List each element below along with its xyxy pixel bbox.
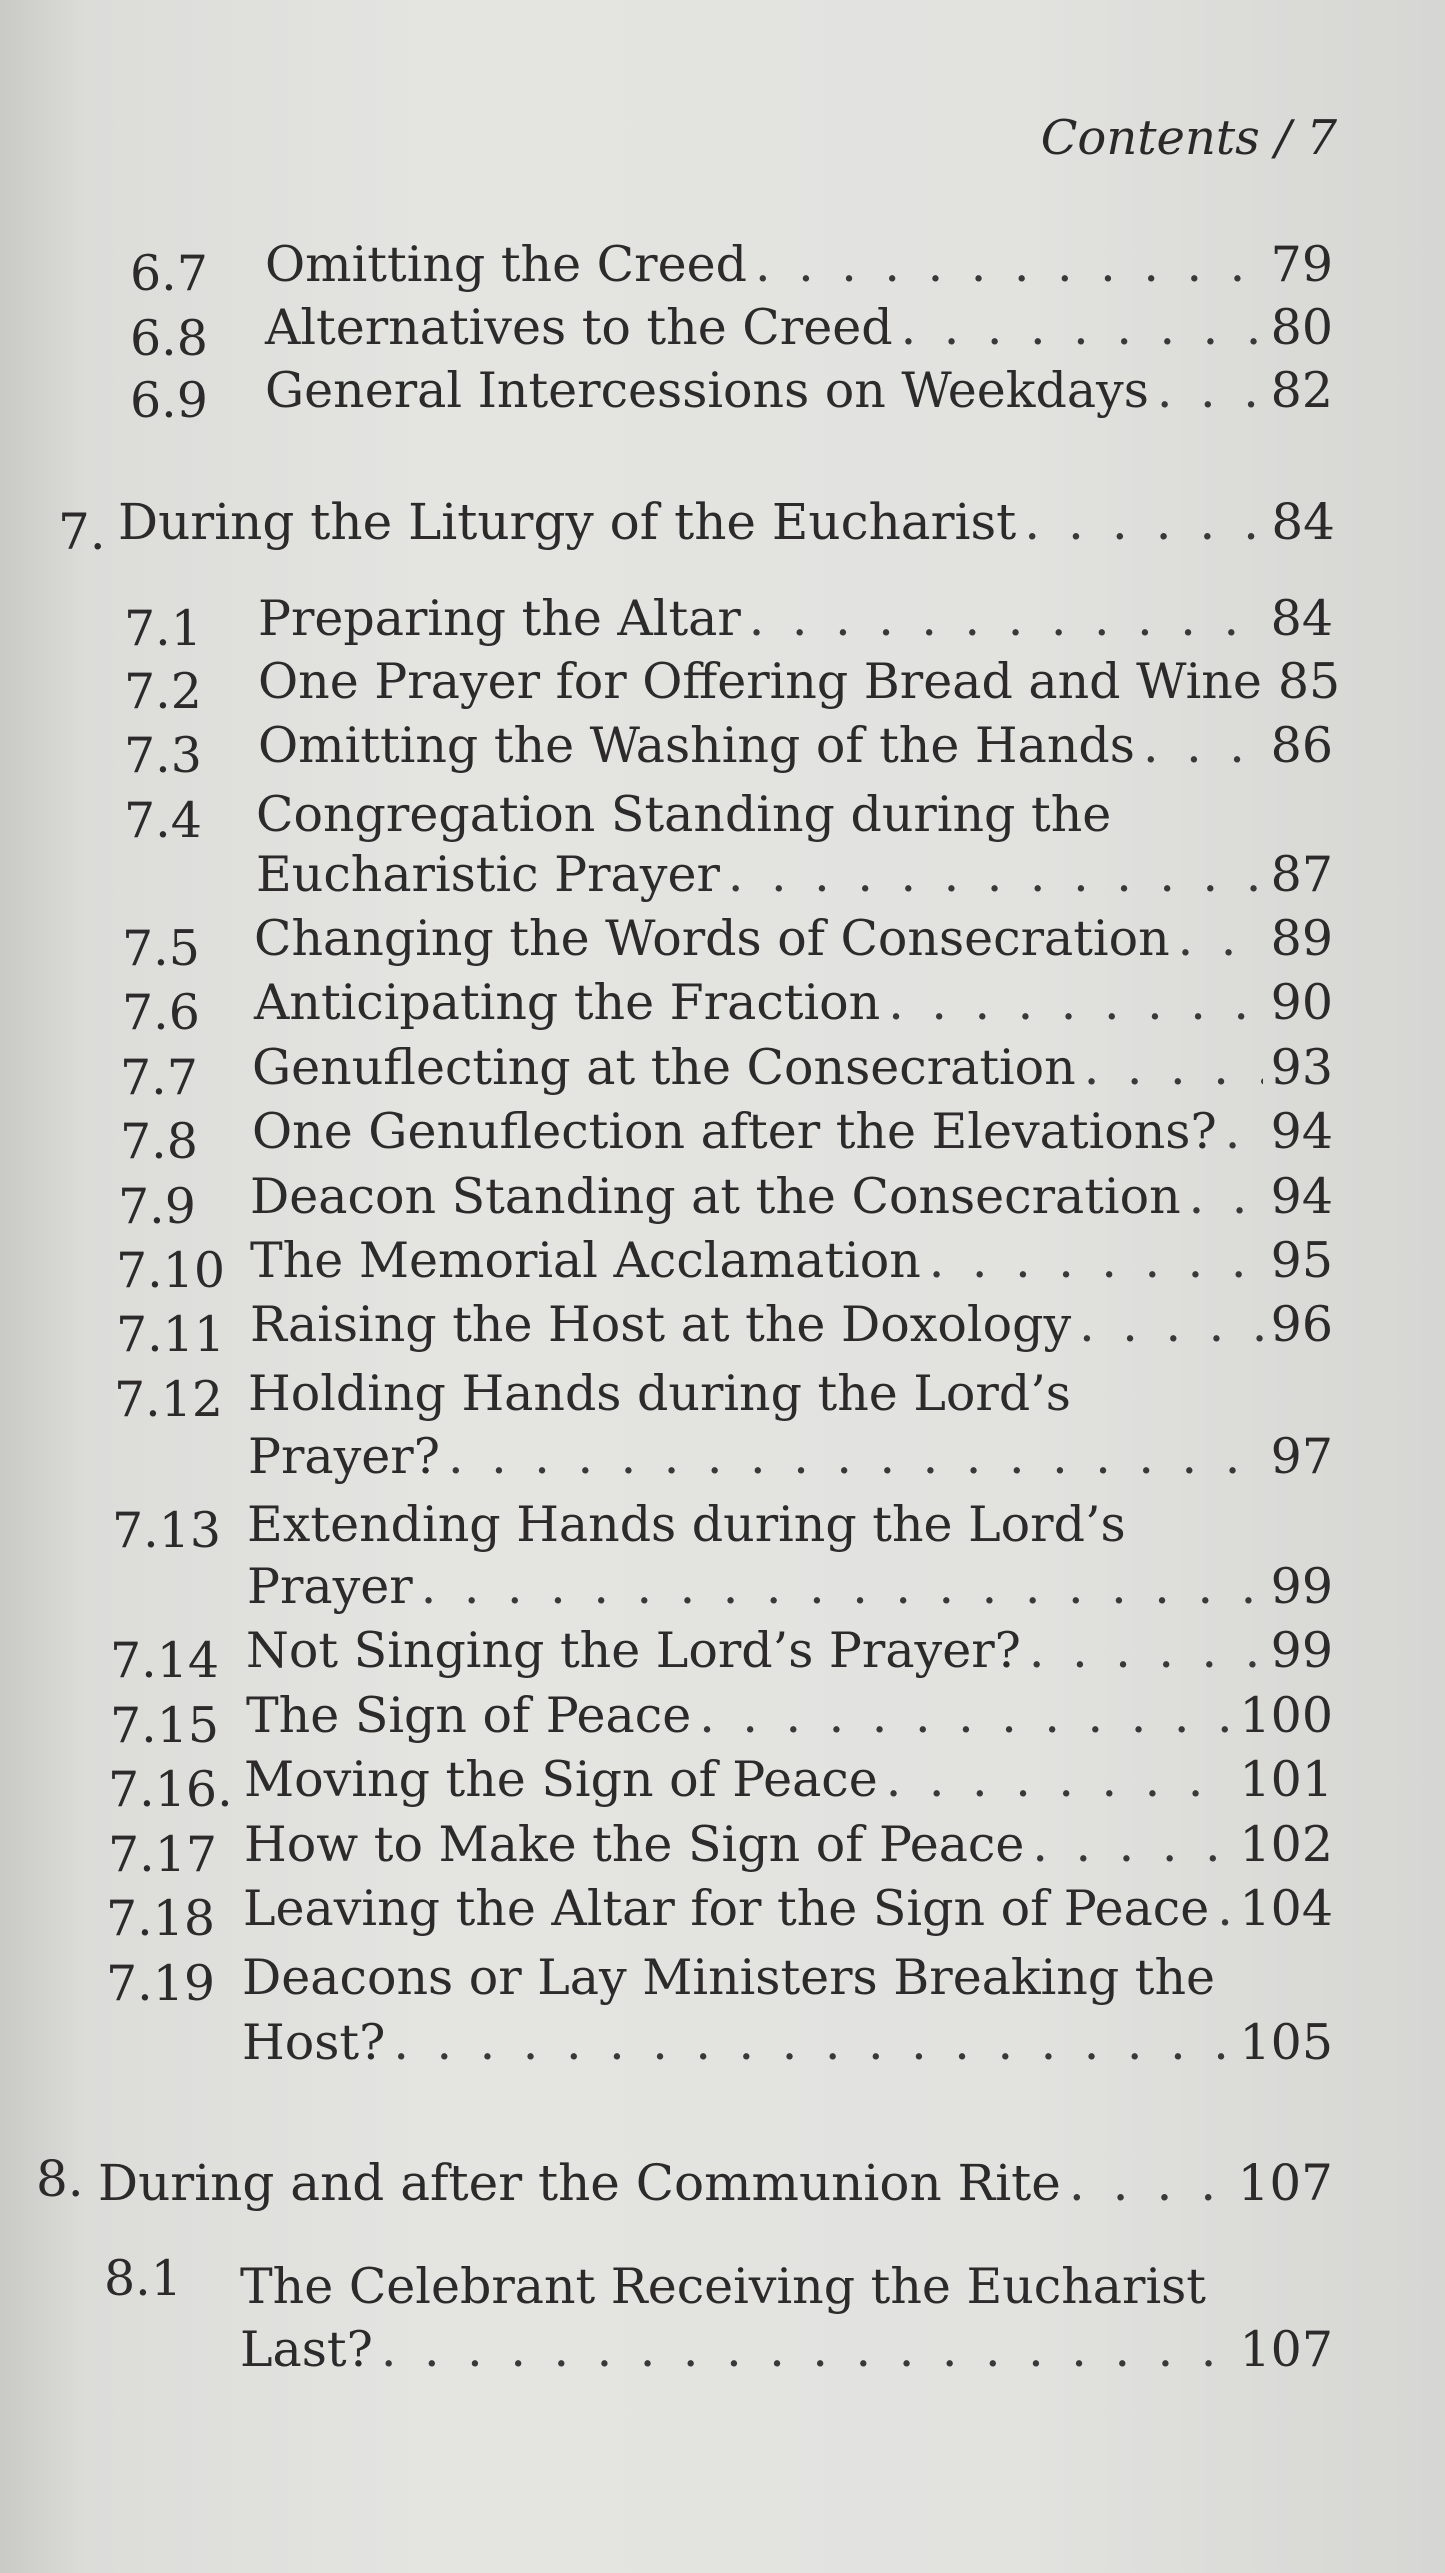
entry-page: 101 [1239, 1751, 1333, 1808]
entry-title: Anticipating the Fraction [254, 974, 881, 1031]
dot-leader [393, 2018, 1231, 2067]
entry-page: 79 [1270, 236, 1333, 293]
toc-entry [254, 974, 1333, 1031]
toc-entry [242, 2014, 1333, 2071]
toc-entry [246, 1687, 1333, 1744]
entry-title-line1: Extending Hands during the Lord’s [247, 1496, 1126, 1553]
toc-entry [258, 590, 1333, 647]
toc-entry [250, 1296, 1333, 1353]
toc-entry [244, 1816, 1333, 1873]
entry-title: Alternatives to the Creed [265, 299, 893, 356]
entry-number: 8.1 [104, 2250, 182, 2307]
entry-page: 89 [1270, 910, 1333, 967]
dot-leader [888, 978, 1262, 1027]
entry-page: 97 [1270, 1428, 1333, 1485]
entry-title-line1: Holding Hands during the Lord’s [248, 1365, 1071, 1422]
entry-title: Raising the Host at the Doxology [250, 1296, 1072, 1353]
toc-entry [252, 1103, 1333, 1160]
dot-leader [755, 240, 1263, 289]
dot-leader [381, 2325, 1232, 2374]
toc-entry [265, 236, 1333, 293]
dot-leader [1143, 721, 1263, 770]
entry-number: 7.4 [124, 792, 202, 849]
chapter-entry [98, 2154, 1333, 2212]
dot-leader [929, 1236, 1263, 1285]
toc-entry [248, 1428, 1333, 1485]
dot-leader [448, 1432, 1263, 1481]
entry-title: The Memorial Acclamation [250, 1232, 921, 1289]
entry-number: 7.17 [108, 1826, 218, 1883]
entry-title: Omitting the Washing of the Hands [258, 717, 1135, 774]
entry-title: How to Make the Sign of Peace [244, 1816, 1025, 1873]
dot-leader [1079, 1300, 1263, 1349]
dot-leader [1084, 1043, 1263, 1092]
entry-number: 7.2 [124, 663, 202, 720]
entry-title: One Prayer for Offering Bread and Wine [258, 653, 1262, 710]
toc-entry [265, 362, 1333, 419]
entry-number: 7.16. [108, 1761, 233, 1818]
entry-title: Preparing the Altar [258, 590, 741, 647]
toc-entry [252, 1039, 1333, 1096]
entry-title: Prayer [247, 1558, 413, 1615]
entry-page: 80 [1270, 299, 1333, 356]
toc-entry [265, 299, 1333, 356]
toc-entry [240, 2321, 1333, 2378]
entry-number: 6.8 [130, 310, 208, 367]
entry-number: 7.7 [120, 1049, 198, 1106]
entry-title-line1: The Celebrant Receiving the Eucharist [240, 2258, 1206, 2315]
entry-title-line1: Deacons or Lay Ministers Breaking the [242, 1949, 1216, 2006]
toc-entry [247, 1558, 1333, 1615]
entry-page: 104 [1239, 1880, 1333, 1937]
chapter-number: 8. [36, 2150, 84, 2208]
entry-page: 85 [1277, 653, 1341, 710]
entry-page: 107 [1237, 2154, 1333, 2212]
entry-number: 7.3 [124, 727, 202, 784]
dot-leader [749, 594, 1263, 643]
entry-title: Last? [240, 2321, 373, 2378]
entry-page: 95 [1270, 1232, 1333, 1289]
entry-page: 105 [1239, 2014, 1333, 2071]
entry-title: One Genuflection after the Elevations? [252, 1103, 1217, 1160]
dot-leader [1217, 1884, 1231, 1933]
entry-title: Moving the Sign of Peace [244, 1751, 878, 1808]
entry-title: Genuflecting at the Consecration [252, 1039, 1076, 1096]
entry-page: 100 [1239, 1687, 1333, 1744]
entry-page: 96 [1270, 1296, 1333, 1353]
toc-entry [244, 1751, 1333, 1808]
entry-number: 7.5 [122, 920, 200, 977]
entry-page: 90 [1270, 974, 1333, 1031]
running-head: Contents / 7 [1040, 110, 1337, 166]
entry-page: 107 [1239, 2321, 1333, 2378]
entry-number: 7.1 [124, 600, 202, 657]
chapter-title: During and after the Communion Rite [98, 2154, 1061, 2212]
entry-page: 87 [1270, 846, 1333, 903]
entry-title: Prayer? [248, 1428, 440, 1485]
dot-leader [1178, 914, 1263, 963]
entry-page: 99 [1270, 1622, 1333, 1679]
dot-leader [1069, 2158, 1230, 2208]
toc-entry [254, 910, 1333, 967]
entry-title: Deacon Standing at the Consecration [250, 1168, 1181, 1225]
entry-number: 7.15 [110, 1697, 220, 1754]
entry-number: 6.7 [130, 245, 208, 302]
entry-number: 7.8 [120, 1113, 198, 1170]
entry-number: 7.14 [110, 1632, 220, 1689]
dot-leader [421, 1562, 1263, 1611]
entry-page: 84 [1271, 493, 1335, 551]
dot-leader [699, 1691, 1231, 1740]
entry-title: Changing the Words of Consecration [254, 910, 1170, 967]
entry-number: 7.12 [114, 1371, 224, 1428]
entry-page: 102 [1239, 1816, 1333, 1873]
entry-title: Eucharistic Prayer [256, 846, 720, 903]
entry-title: Omitting the Creed [265, 236, 747, 293]
entry-page: 99 [1270, 1558, 1333, 1615]
toc-entry [243, 1880, 1333, 1937]
chapter-title: During the Liturgy of the Eucharist [118, 493, 1017, 551]
dot-leader [1032, 1820, 1231, 1869]
dot-leader [901, 303, 1263, 352]
dot-leader [1029, 1626, 1263, 1675]
toc-entry [258, 717, 1333, 774]
entry-page: 94 [1270, 1103, 1333, 1160]
entry-number: 7.18 [106, 1890, 216, 1947]
chapter-entry [118, 493, 1335, 551]
entry-title-line1: Congregation Standing during the [256, 786, 1112, 843]
entry-title: General Intercessions on Weekdays [265, 362, 1149, 419]
entry-title: Host? [242, 2014, 386, 2071]
entry-page: 93 [1270, 1039, 1333, 1096]
chapter-number: 7. [58, 503, 106, 561]
entry-number: 7.19 [106, 1955, 216, 2012]
toc-entry [246, 1622, 1333, 1679]
entry-title: The Sign of Peace [246, 1687, 692, 1744]
dot-leader [1225, 1107, 1263, 1156]
entry-page: 82 [1270, 362, 1333, 419]
entry-number: 7.10 [116, 1242, 226, 1299]
entry-number: 7.6 [122, 984, 200, 1041]
toc-entry [250, 1232, 1333, 1289]
dot-leader [1189, 1172, 1263, 1221]
entry-page: 94 [1270, 1168, 1333, 1225]
entry-number: 7.13 [112, 1502, 222, 1559]
entry-number: 6.9 [130, 372, 208, 429]
toc-entry [258, 653, 1341, 710]
entry-number: 7.9 [118, 1178, 196, 1235]
entry-title: Leaving the Altar for the Sign of Peace [243, 1880, 1210, 1937]
dot-leader [886, 1755, 1232, 1804]
entry-title: Not Singing the Lord’s Prayer? [246, 1622, 1021, 1679]
toc-entry [250, 1168, 1333, 1225]
dot-leader [1157, 366, 1263, 415]
entry-page: 86 [1270, 717, 1333, 774]
entry-number: 7.11 [116, 1306, 226, 1363]
dot-leader [1024, 497, 1263, 547]
entry-page: 84 [1270, 590, 1333, 647]
dot-leader [728, 850, 1263, 899]
toc-entry [256, 846, 1333, 903]
